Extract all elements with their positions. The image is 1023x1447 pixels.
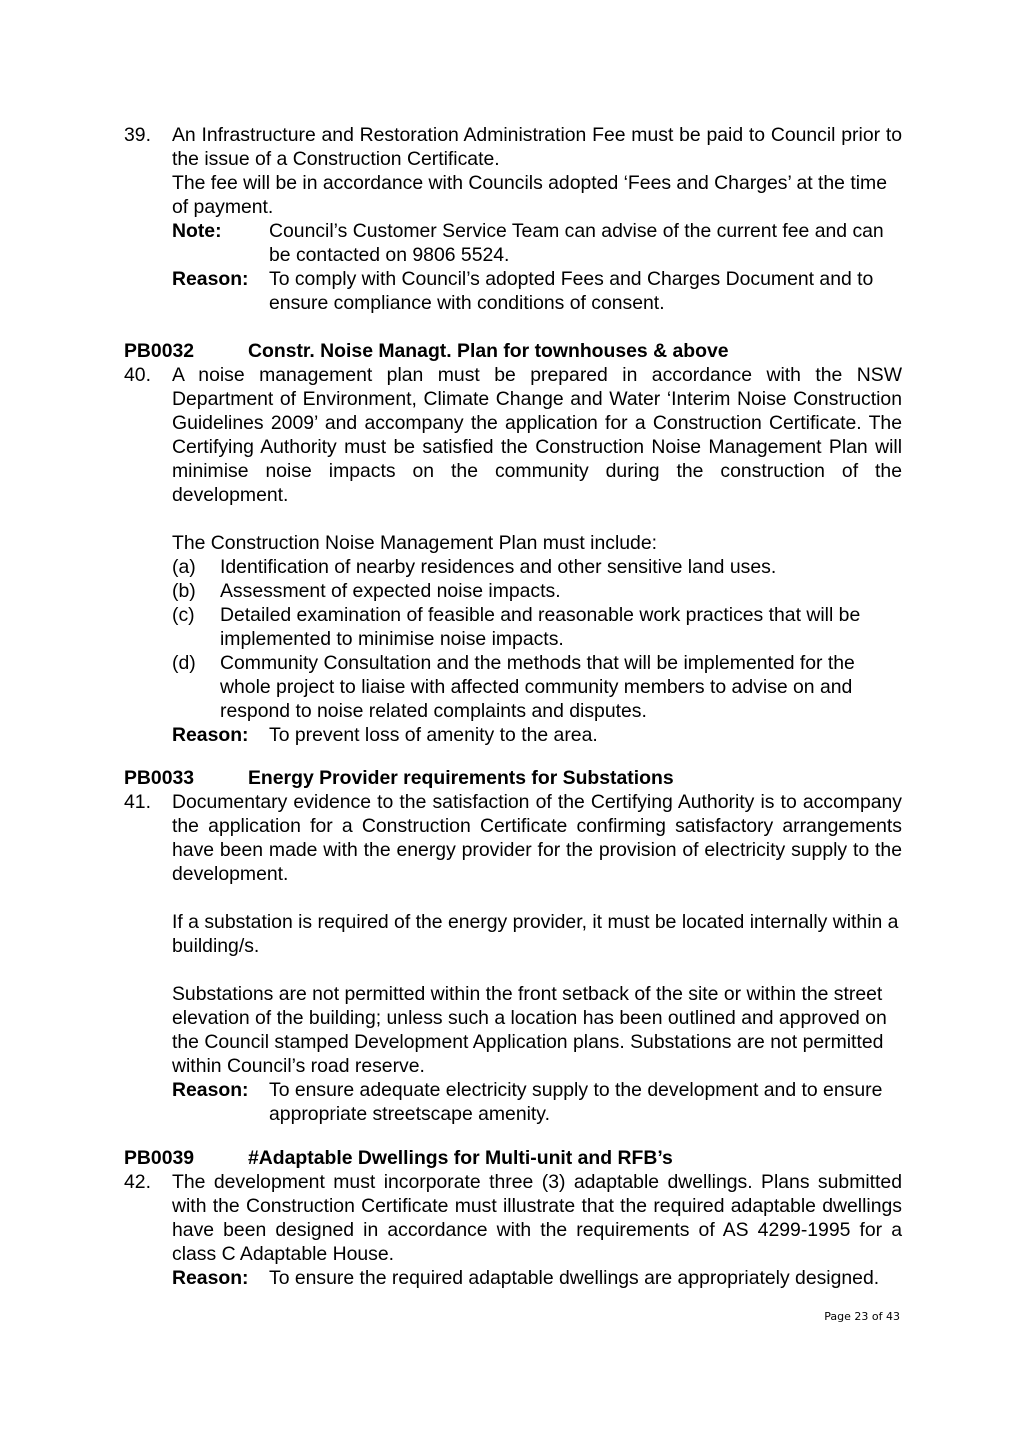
section-code: PB0032 [124,340,195,362]
condition-paragraph: If a substation is required of the energy provider, it must be located internally within a building/s. [172,911,899,957]
list-item [172,579,902,603]
list-intro: The Construction Noise Management Plan must include: [172,532,658,554]
section-pb0033 [124,766,902,1126]
section-title: Constr. Noise Managt. Plan for townhouses & above [248,340,729,362]
section-title: #Adaptable Dwellings for Multi-unit and RFB’s [248,1147,673,1169]
condition-number: 41. [124,791,151,813]
list-marker: (a) [172,556,196,578]
condition-39 [124,123,902,315]
section-title: Energy Provider requirements for Substations [248,767,674,789]
note-text: Council’s Customer Service Team can advise of the current fee and can be contacted on 9806 5524. [269,220,884,266]
section-code: PB0033 [124,767,195,789]
condition-number: 42. [124,1171,151,1193]
section-heading [124,339,902,363]
condition-paragraph: An Infrastructure and Restoration Administration Fee must be paid to Council prior to the issue of a Construction Certificate. [172,124,902,170]
list-item [172,555,902,579]
condition-paragraph: A noise management plan must be prepared in accordance with the NSW Department of Environment, Climate Change and Water ‘Interim Noise Construction Guidelines 2009’ and accompany the application for a Construction Certificate. The Certifying Authority must be satisfied the Construction Noise Management Plan will minimise noise impacts on the community during the construction of the development. [172,364,902,506]
reason-block [172,723,902,747]
reason-text: To comply with Council’s adopted Fees and Charges Document and to ensure compliance with conditions of consent. [269,268,874,314]
note-label: Note: [172,220,222,242]
list-item [172,603,902,651]
section-heading [124,1146,902,1170]
condition-number: 40. [124,364,151,386]
list-item-text: Identification of nearby residences and other sensitive land uses. [220,556,777,578]
reason-label: Reason: [172,268,249,290]
condition-paragraph: Documentary evidence to the satisfaction of the Certifying Authority is to accompany the application for a Construction Certificate confirming satisfactory arrangements have been made with the energy provider for the provision of electricity supply to the development. [172,791,902,885]
list-item [172,651,902,723]
condition-paragraph: Substations are not permitted within the front setback of the site or within the street elevation of the building; unless such a location has been outlined and approved on the Council stamped Development Application plans. Substations are not permitted within Council’s road reserve. [172,983,887,1077]
reason-text: To ensure the required adaptable dwellings are appropriately designed. [269,1267,880,1289]
condition-paragraph: The fee will be in accordance with Councils adopted ‘Fees and Charges’ at the time of payment. [172,172,887,218]
page-number: Page 23 of 43 [824,1310,900,1323]
section-pb0039 [124,1146,902,1290]
condition-number: 39. [124,124,151,146]
list-item-text: Detailed examination of feasible and reasonable work practices that will be implemented to minimise noise impacts. [220,604,861,650]
note-block [172,219,902,267]
reason-label: Reason: [172,724,249,746]
list-marker: (d) [172,652,196,674]
reason-block [172,1078,902,1126]
reason-text: To ensure adequate electricity supply to the development and to ensure appropriate streetscape amenity. [269,1079,883,1125]
section-code: PB0039 [124,1147,195,1169]
section-heading [124,766,902,790]
reason-block [172,267,902,315]
section-pb0032 [124,339,902,747]
reason-label: Reason: [172,1267,249,1289]
condition-paragraph: The development must incorporate three (3) adaptable dwellings. Plans submitted with the Construction Certificate must illustrate that the required adaptable dwellings have been designed in accordance with the requirements of AS 4299-1995 for a class C Adaptable House. [172,1171,902,1265]
list-marker: (c) [172,604,195,626]
reason-label: Reason: [172,1079,249,1101]
reason-text: To prevent loss of amenity to the area. [269,724,598,746]
list-item-text: Assessment of expected noise impacts. [220,580,561,602]
reason-block [172,1266,902,1290]
list-item-text: Community Consultation and the methods that will be implemented for the whole project to liaise with affected community members to advise on and respond to noise related complaints and disputes. [220,652,855,722]
list-marker: (b) [172,580,196,602]
